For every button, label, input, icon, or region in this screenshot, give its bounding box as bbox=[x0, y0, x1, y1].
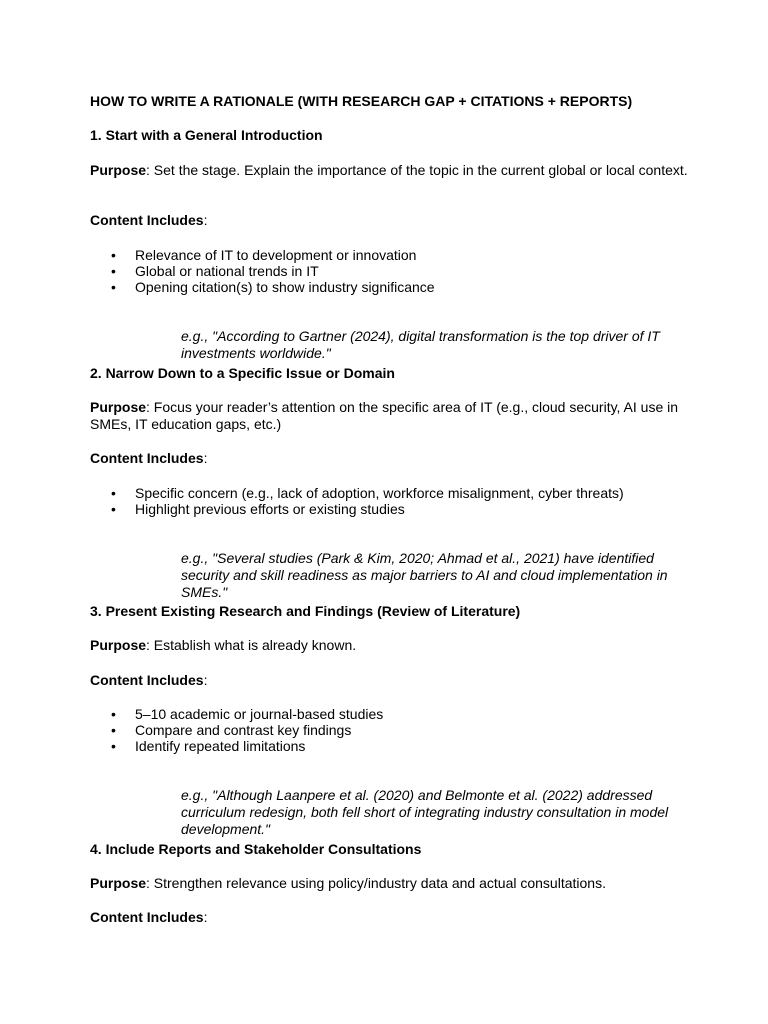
section-heading: 1. Start with a General Introduction bbox=[90, 127, 323, 143]
bullet-icon: • bbox=[111, 279, 116, 295]
bullet-icon: • bbox=[111, 501, 116, 517]
section-heading: 3. Present Existing Research and Findings (Review of Literature) bbox=[90, 603, 521, 619]
example-quote: e.g., "Although Laanpere et al. (2020) and Belmonte et al. (2022) addressed curriculum redesign, both fell short of integrating industry consultation in model development." bbox=[181, 787, 669, 837]
bullet-icon: • bbox=[111, 722, 116, 738]
list-item: Relevance of IT to development or innovation bbox=[135, 247, 417, 263]
list-item: Compare and contrast key findings bbox=[135, 722, 352, 738]
example-quote: e.g., "According to Gartner (2024), digital transformation is the top driver of IT investments worldwide." bbox=[181, 328, 660, 361]
list-item: Opening citation(s) to show industry significance bbox=[135, 279, 435, 295]
bullet-icon: • bbox=[111, 485, 116, 501]
section-purpose: Purpose: Set the stage. Explain the importance of the topic in the current global or local context. bbox=[90, 162, 688, 178]
example-quote: e.g., "Several studies (Park & Kim, 2020; Ahmad et al., 2021) have identified security and skill readiness as major barriers to AI and cloud implementation in SMEs." bbox=[181, 550, 668, 600]
list-item: 5–10 academic or journal-based studies bbox=[135, 706, 384, 722]
bullet-icon: • bbox=[111, 706, 116, 722]
document-title: HOW TO WRITE A RATIONALE (WITH RESEARCH GAP + CITATIONS + REPORTS) bbox=[90, 93, 633, 109]
list-item: Global or national trends in IT bbox=[135, 263, 319, 279]
section-heading: 2. Narrow Down to a Specific Issue or Domain bbox=[90, 365, 395, 381]
bullet-icon: • bbox=[111, 247, 116, 263]
content-includes-label: Content Includes: bbox=[90, 212, 208, 228]
section-purpose: Purpose: Establish what is already known. bbox=[90, 637, 357, 653]
content-includes-label: Content Includes: bbox=[90, 909, 208, 925]
content-includes-label: Content Includes: bbox=[90, 672, 208, 688]
content-includes-label: Content Includes: bbox=[90, 450, 208, 466]
section-purpose: Purpose: Focus your reader’s attention on the specific area of IT (e.g., cloud security, AI use in SMEs, IT education gaps, etc.) bbox=[90, 399, 679, 432]
bullet-icon: • bbox=[111, 263, 116, 279]
section-purpose: Purpose: Strengthen relevance using policy/industry data and actual consultations. bbox=[90, 875, 606, 891]
list-item: Identify repeated limitations bbox=[135, 738, 306, 754]
bullet-icon: • bbox=[111, 738, 116, 754]
list-item: Highlight previous efforts or existing studies bbox=[135, 501, 405, 517]
section-heading: 4. Include Reports and Stakeholder Consultations bbox=[90, 841, 422, 857]
list-item: Specific concern (e.g., lack of adoption, workforce misalignment, cyber threats) bbox=[135, 485, 624, 501]
